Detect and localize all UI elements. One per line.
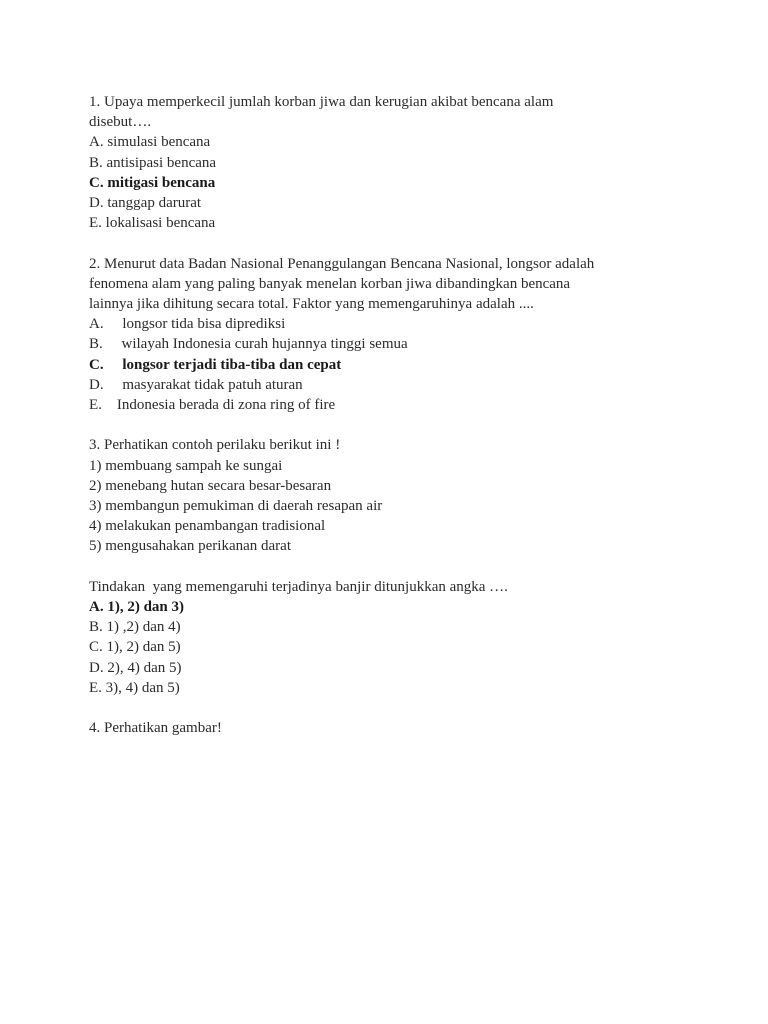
question-3-item-3: 3) membangun pemukiman di daerah resapan air (89, 498, 383, 515)
question-3-option-d: D. 2), 4) dan 5) (89, 659, 182, 676)
question-3-option-c: C. 1), 2) dan 5) (89, 639, 181, 656)
question-3-item-1: 1) membuang sampah ke sungai (89, 457, 283, 474)
question-2 (89, 254, 689, 416)
question-1-stem-line-2: disebut…. (89, 114, 152, 131)
question-2-option-d: D. masyarakat tidak patuh aturan (89, 376, 303, 393)
question-1-stem-line-1: 1. Upaya memperkecil jumlah korban jiwa dan kerugian akibat bencana alam (89, 94, 554, 110)
question-3-stem-line-1: 3. Perhatikan contoh perilaku berikut ini ! (89, 437, 341, 454)
question-3-prompt: Tindakan yang memengaruhi terjadinya banjir ditunjukkan angka …. (89, 578, 508, 595)
question-3-item-4: 4) melakukan penambangan tradisional (89, 518, 326, 535)
question-3-option-e: E. 3), 4) dan 5) (89, 679, 180, 696)
spacer (89, 698, 689, 718)
question-3-item-2: 2) menebang hutan secara besar-besaran (89, 477, 332, 494)
question-2-option-c-answer: C. longsor terjadi tiba-tiba dan cepat (89, 356, 342, 373)
question-2-stem-line-3: lainnya jika dihitung secara total. Faktor yang memengaruhinya adalah .... (89, 296, 534, 313)
question-1-option-e: E. lokalisasi bencana (89, 215, 216, 232)
spacer (89, 233, 689, 253)
document-page (89, 92, 689, 738)
question-3 (89, 435, 689, 698)
question-1-option-d: D. tanggap darurat (89, 195, 202, 212)
question-1-option-a: A. simulasi bencana (89, 134, 211, 151)
question-2-option-b: B. wilayah Indonesia curah hujannya tinggi semua (89, 336, 408, 353)
question-4 (89, 718, 689, 738)
question-4-stem-line-1: 4. Perhatikan gambar! (89, 720, 222, 737)
question-2-stem-line-2: fenomena alam yang paling banyak menelan korban jiwa dibandingkan bencana (89, 275, 571, 292)
question-3-item-5: 5) mengusahakan perikanan darat (89, 538, 291, 555)
question-2-stem-line-1: 2. Menurut data Badan Nasional Penanggulangan Bencana Nasional, longsor adalah (89, 255, 595, 272)
question-3-option-b: B. 1) ,2) dan 4) (89, 619, 181, 636)
spacer (89, 415, 689, 435)
question-1 (89, 92, 689, 233)
question-2-option-e: E. Indonesia berada di zona ring of fire (89, 397, 336, 414)
spacer (89, 557, 689, 577)
question-1-option-c-answer: C. mitigasi bencana (89, 174, 216, 191)
question-3-option-a-answer: A. 1), 2) dan 3) (89, 599, 185, 616)
question-1-option-b: B. antisipasi bencana (89, 154, 217, 171)
question-2-option-a: A. longsor tida bisa diprediksi (89, 316, 286, 333)
